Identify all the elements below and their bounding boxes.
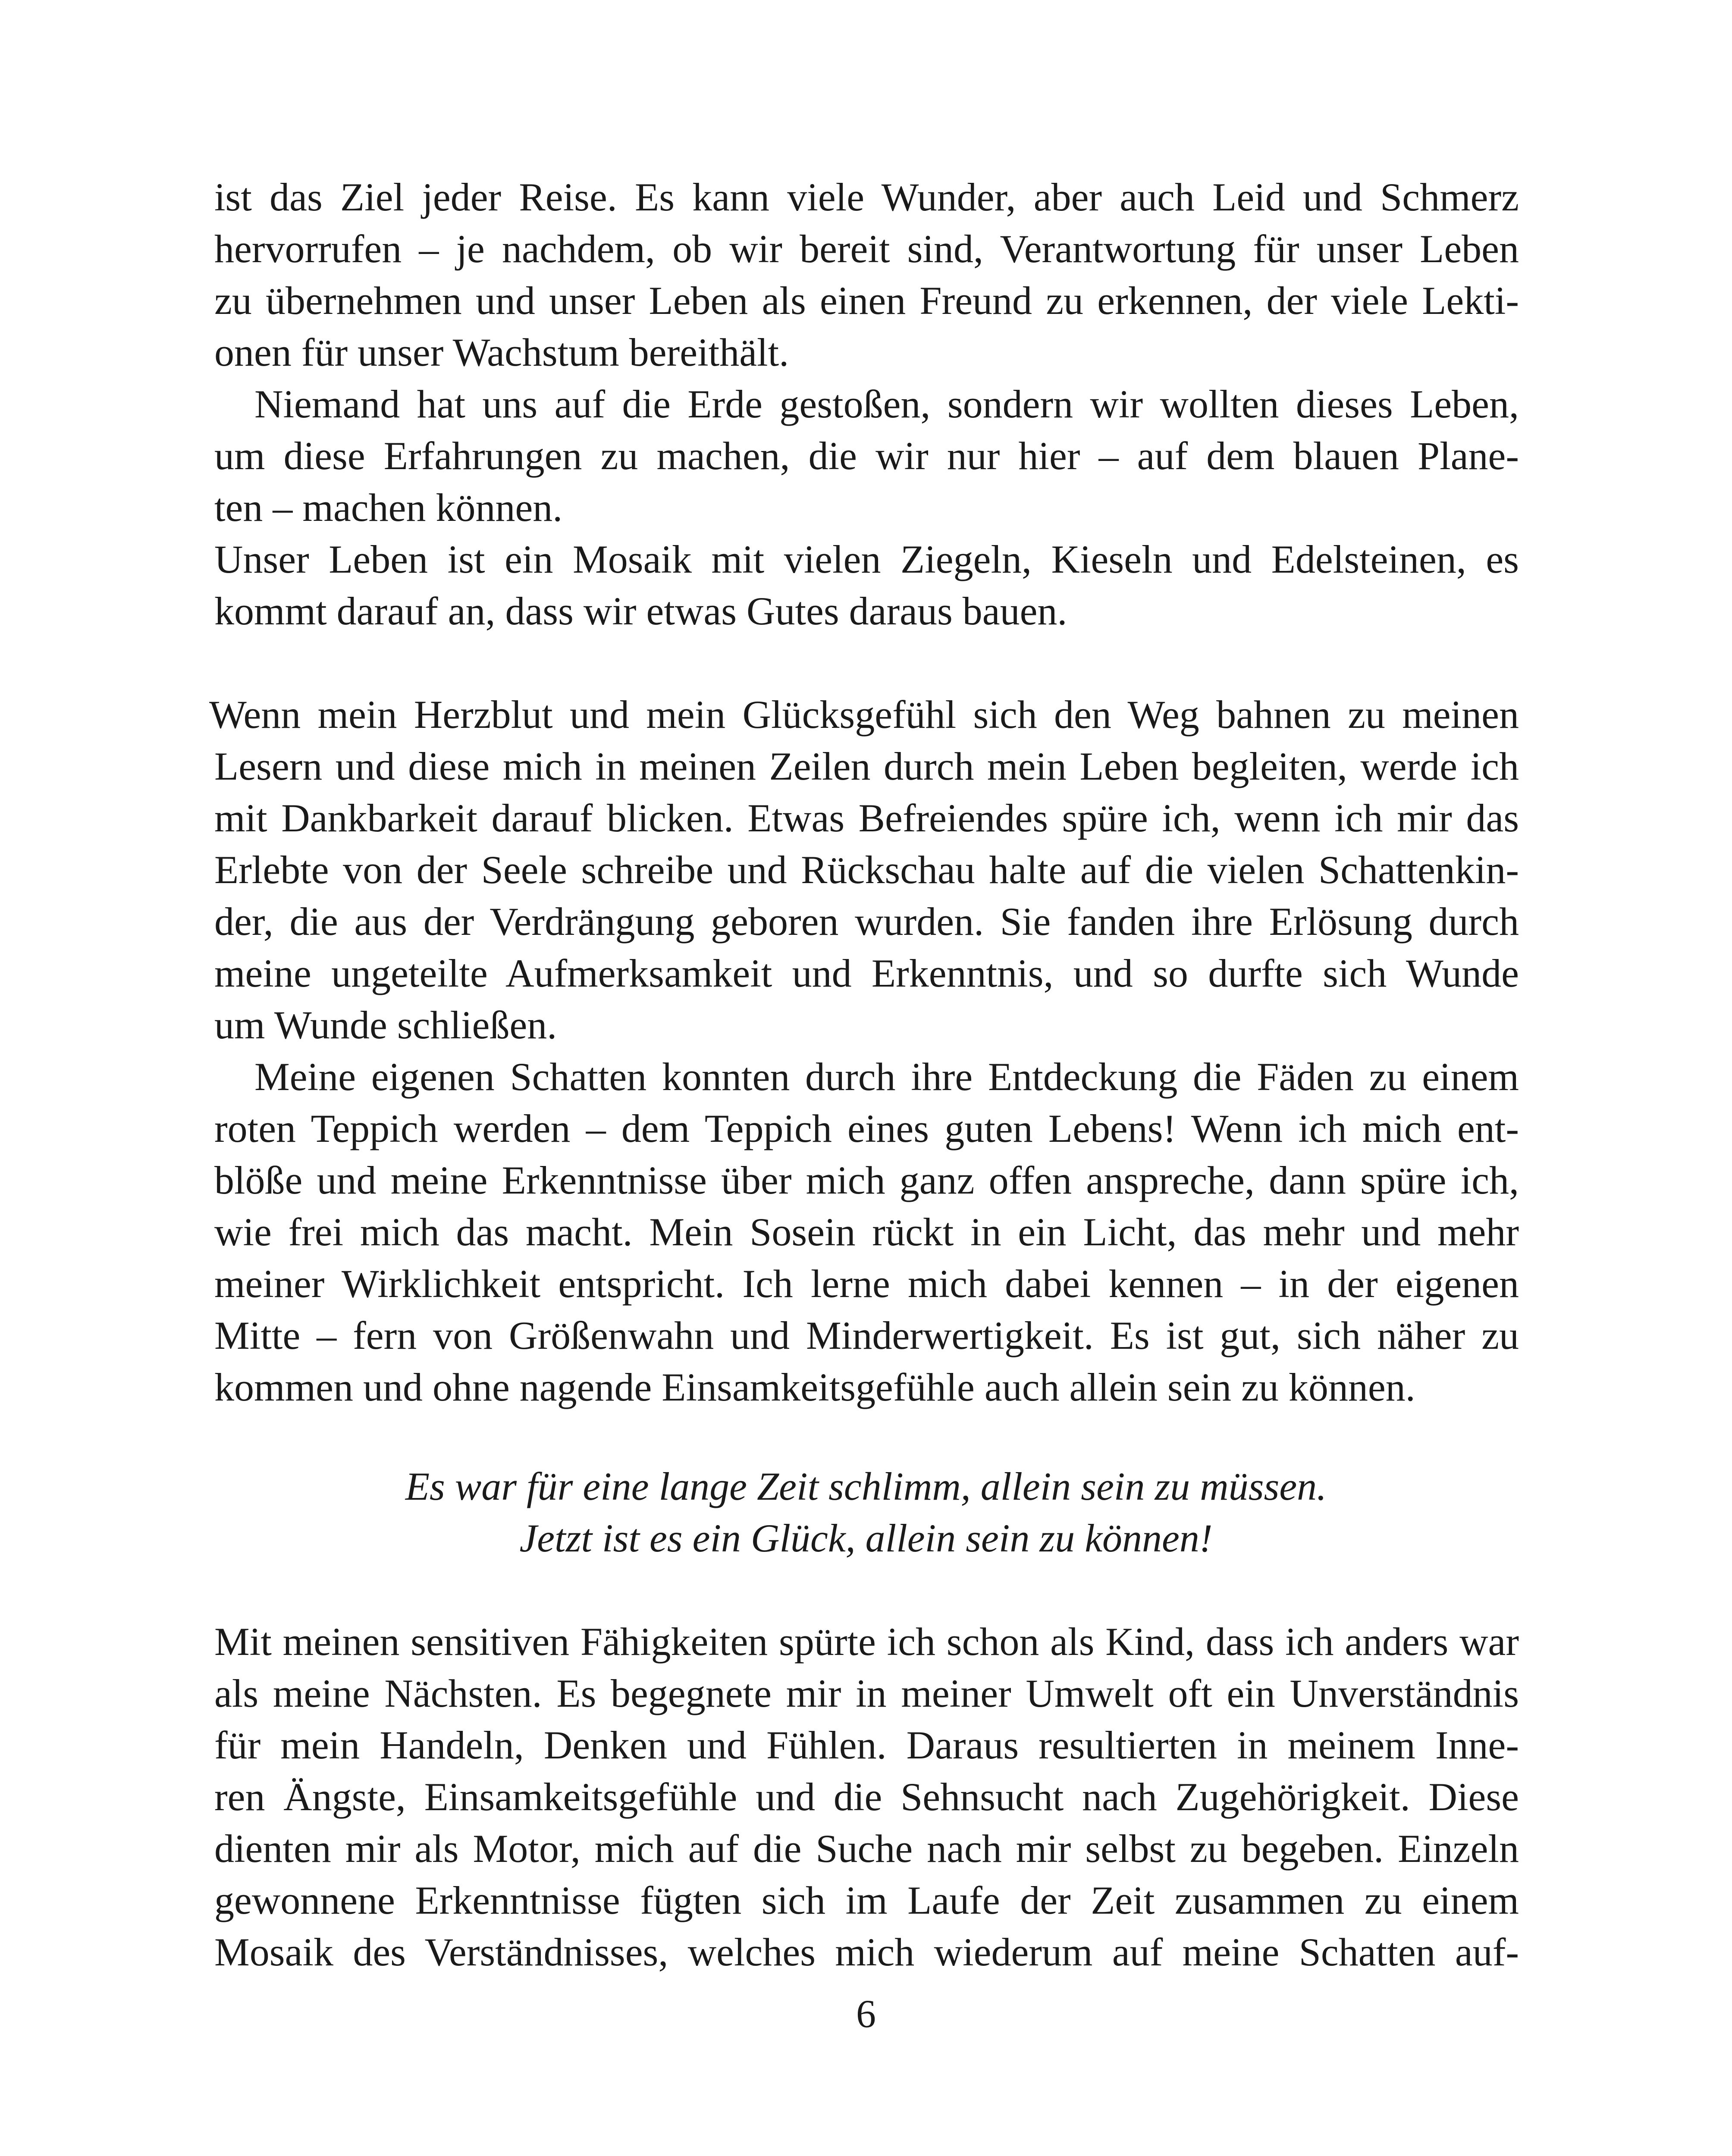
text-line: Mit meinen sensitiven Fähigkeiten spürte ich schon als Kind, dass ich anders war (214, 1620, 1519, 1664)
text-line: mit Dankbarkeit darauf blicken. Etwas Befreiendes spüre ich, wenn ich mir das (214, 796, 1519, 840)
text-line: um Wunde schließen. (214, 1003, 557, 1047)
text-line: ten – machen können. (214, 486, 563, 530)
text-line: Wenn mein Herzblut und mein Glücksgefühl sich den Weg bahnen zu meinen (209, 693, 1519, 736)
text-line: Niemand hat uns auf die Erde gestoßen, sondern wir wollten dieses Leben, (254, 382, 1519, 426)
text-line: blöße und meine Erkenntnisse über mich ganz offen anspreche, dann spüre ich, (214, 1158, 1519, 1202)
text-line: meiner Wirklichkeit entspricht. Ich lerne mich dabei kennen – in der eigenen (214, 1262, 1519, 1306)
text-line: dienten mir als Motor, mich auf die Suche nach mir selbst zu begeben. Einzeln (214, 1827, 1519, 1871)
text-line: hervorrufen – je nachdem, ob wir bereit sind, Verantwortung für unser Leben (214, 227, 1519, 271)
text-line: kommt darauf an, dass wir etwas Gutes daraus bauen. (214, 589, 1067, 633)
text-line: onen für unser Wachstum bereithält. (214, 330, 789, 374)
text-line: meine ungeteilte Aufmerksamkeit und Erkenntnis, und so durfte sich Wunde (214, 951, 1519, 995)
text-line: Unser Leben ist ein Mosaik mit vielen Ziegeln, Kieseln und Edelsteinen, es (214, 537, 1519, 581)
quote-line: Es war für eine lange Zeit schlimm, allein sein zu müssen. (405, 1464, 1327, 1508)
text-line: kommen und ohne nagende Einsamkeitsgefühle auch allein sein zu können. (214, 1365, 1415, 1409)
text-line: Meine eigenen Schatten konnten durch ihre Entdeckung die Fäden zu einem (254, 1055, 1519, 1099)
text-line: der, die aus der Verdrängung geboren wurden. Sie fanden ihre Erlösung durch (214, 899, 1519, 943)
text-line: ist das Ziel jeder Reise. Es kann viele Wunder, aber auch Leid und Schmerz (214, 175, 1519, 219)
text-line: Mosaik des Verständnisses, welches mich wiederum auf meine Schatten auf- (214, 1930, 1519, 1974)
page-number: 6 (856, 1992, 876, 2036)
text-line: als meine Nächsten. Es begegnete mir in meiner Umwelt oft ein Unverständnis (214, 1671, 1519, 1715)
text-line: um diese Erfahrungen zu machen, die wir nur hier – auf dem blauen Plane- (214, 434, 1519, 478)
text-line: Lesern und diese mich in meinen Zeilen durch mein Leben begleiten, werde ich (214, 744, 1519, 788)
text-line: für mein Handeln, Denken und Fühlen. Daraus resultierten in meinem Inne- (214, 1723, 1519, 1767)
text-line: roten Teppich werden – dem Teppich eines guten Lebens! Wenn ich mich ent- (214, 1106, 1519, 1150)
text-line: zu übernehmen und unser Leben als einen Freund zu erkennen, der viele Lekti- (214, 279, 1519, 323)
text-line: ren Ängste, Einsamkeitsgefühle und die Sehnsucht nach Zugehörigkeit. Diese (214, 1775, 1519, 1819)
text-line: gewonnene Erkenntnisse fügten sich im Laufe der Zeit zusammen zu einem (214, 1878, 1519, 1922)
text-line: Erlebte von der Seele schreibe und Rückschau halte auf die vielen Schattenkin- (214, 848, 1519, 892)
text-line: Mitte – fern von Größenwahn und Minderwertigkeit. Es ist gut, sich näher zu (214, 1313, 1519, 1357)
quote-line: Jetzt ist es ein Glück, allein sein zu können! (519, 1516, 1213, 1560)
text-line: wie frei mich das macht. Mein Sosein rückt in ein Licht, das mehr und mehr (214, 1210, 1519, 1254)
